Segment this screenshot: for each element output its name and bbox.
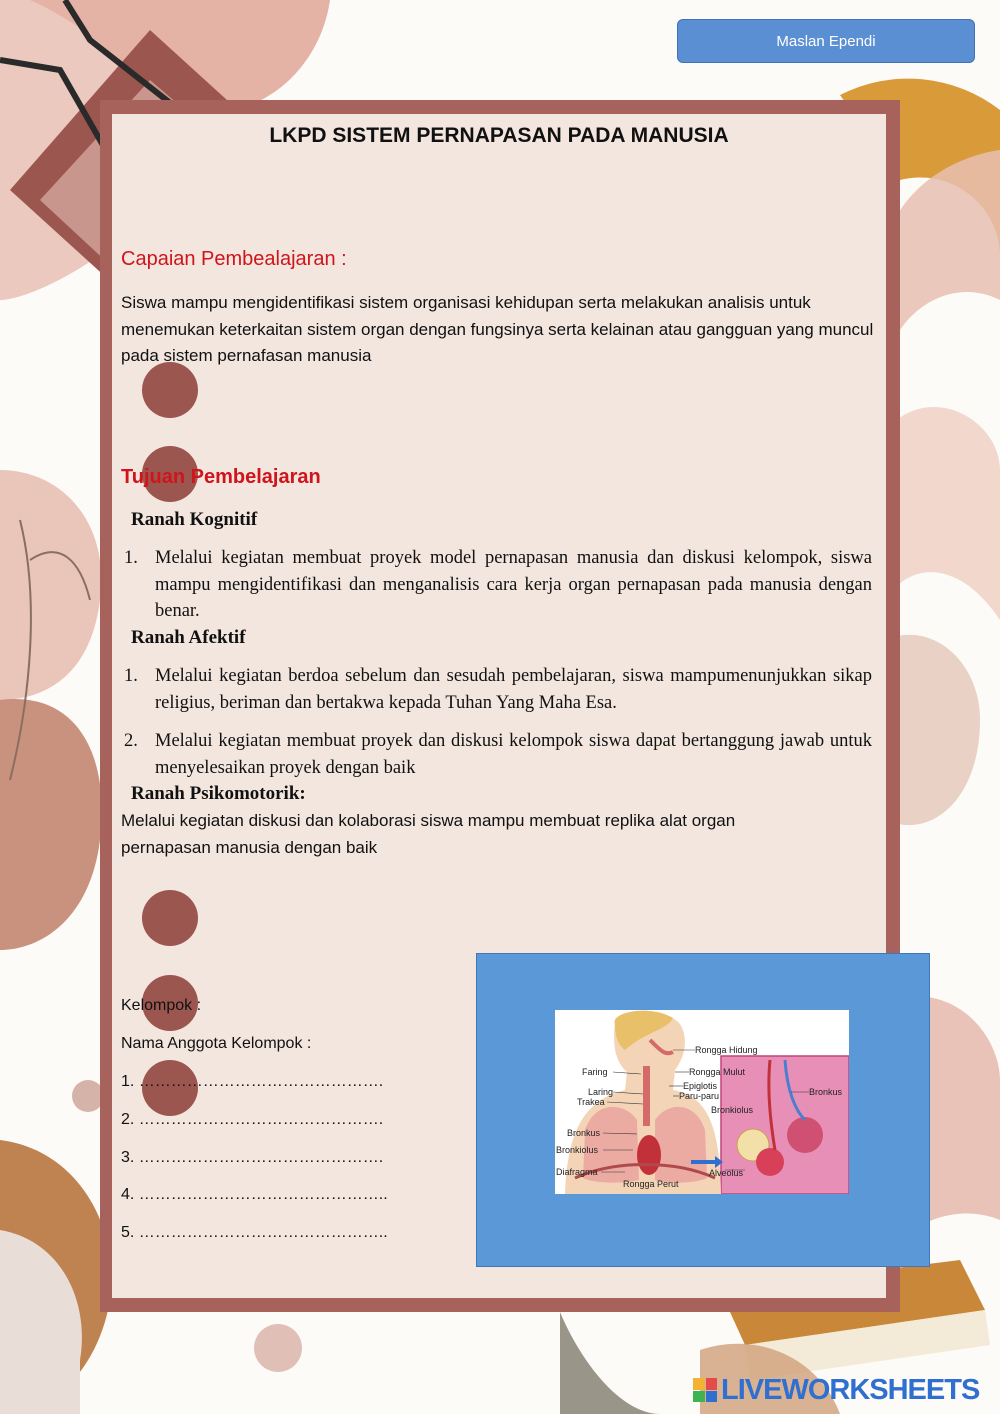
page-title: LKPD SISTEM PERNAPASAN PADA MANUSIA <box>269 124 729 147</box>
kelompok-label: Kelompok : <box>121 997 202 1014</box>
list-text: Melalui kegiatan membuat proyek dan diskusi kelompok siswa dapat bertanggung jawab untuk menyelesaikan proyek dengan baik <box>155 731 872 778</box>
label-laring: Laring <box>588 1087 614 1097</box>
afektif-item <box>124 663 872 716</box>
author-name-box[interactable] <box>677 19 975 63</box>
label-alveolus: Alveolus <box>709 1168 744 1178</box>
member-line-2[interactable]: 2. ………………………………………. <box>121 1111 384 1128</box>
tujuan-heading: Tujuan Pembelajaran <box>121 466 321 488</box>
list-number: 2. <box>124 731 138 751</box>
list-text: Melalui kegiatan membuat proyek model pernapasan manusia dan diskusi kelompok, siswa mampu mengidentifikasi dan menganalisis cara kerja organ pernapasan pada manusia dengan benar. <box>155 548 872 621</box>
member-line-4[interactable]: 4. ……………………………………….. <box>121 1186 388 1203</box>
label-epiglotis: Epiglotis <box>683 1081 718 1091</box>
afektif-item <box>124 728 872 781</box>
kognitif-heading: Ranah Kognitif <box>131 509 258 530</box>
afektif-heading: Ranah Afektif <box>131 627 246 648</box>
label-faring: Faring <box>582 1067 608 1077</box>
label-rongga-hidung: Rongga Hidung <box>695 1045 758 1055</box>
list-number: 1. <box>124 548 138 568</box>
binder-hole <box>142 890 198 946</box>
label-bronkiolus-top: Bronkiolus <box>711 1105 754 1115</box>
label-trakea: Trakea <box>577 1097 605 1107</box>
label-rongga-mulut: Rongga Mulut <box>689 1067 746 1077</box>
author-name: Maslan Ependi <box>776 32 876 50</box>
list-number: 1. <box>124 666 138 686</box>
liveworksheets-watermark[interactable] <box>693 1374 993 1406</box>
member-line-3[interactable]: 3. ………………………………………. <box>121 1149 384 1166</box>
capaian-text: Siswa mampu mengidentifikasi sistem organisasi kehidupan serta melakukan analisis untuk menemukan keterkaitan sistem organ dengan fungsinya serta kelainan atau gangguan yang muncul pada sistem pernafasan manusia <box>121 293 874 365</box>
capaian-heading: Capaian Pembealajaran : <box>121 248 347 270</box>
psikomotorik-heading: Ranah Psikomotorik: <box>131 783 306 804</box>
label-paru-paru: Paru-paru <box>679 1091 720 1101</box>
list-text: Melalui kegiatan berdoa sebelum dan sesudah pembelajaran, siswa mampumenunjukkan sikap religius, beriman dan bertakwa kepada Tuhan Yang Maha Esa. <box>155 666 872 713</box>
watermark-text: LIVEWORKSHEETS <box>721 1373 980 1406</box>
liveworksheets-logo-icon <box>693 1378 717 1402</box>
label-bronkiolus-left: Bronkiolus <box>556 1145 599 1155</box>
label-diafragma: Diafragma <box>556 1167 598 1177</box>
label-bronkus-right: Bronkus <box>809 1087 843 1097</box>
respiratory-system-diagram <box>555 1010 849 1194</box>
member-line-1[interactable]: 1. ………………………………………. <box>121 1073 384 1090</box>
members-label: Nama Anggota Kelompok : <box>121 1035 312 1052</box>
label-rongga-perut: Rongga Perut <box>623 1179 679 1189</box>
label-bronkus-left: Bronkus <box>567 1128 601 1138</box>
kognitif-item <box>124 545 872 625</box>
psikomotorik-text: Melalui kegiatan diskusi dan kolaborasi siswa mampu membuat replika alat organ pernapasan manusia dengan baik <box>121 811 736 857</box>
member-line-5[interactable]: 5. ……………………………………….. <box>121 1224 388 1241</box>
binder-hole <box>142 362 198 418</box>
